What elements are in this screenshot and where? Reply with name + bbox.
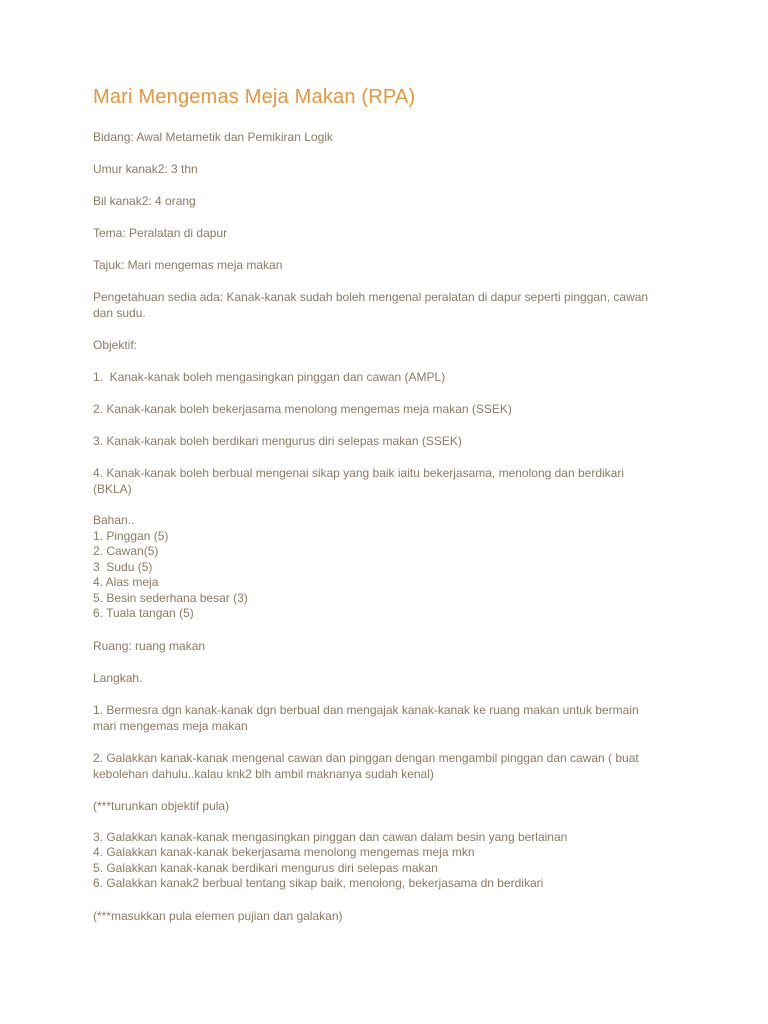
document-body <box>93 129 665 924</box>
paragraph: Bidang: Awal Metametik dan Pemikiran Logik <box>93 130 333 144</box>
paragraph: 1. Bermesra dgn kanak-kanak dgn berbual dan mengajak kanak-kanak ke ruang makan untuk bermain mari mengemas meja makan <box>93 702 643 733</box>
list-block <box>93 513 665 622</box>
list-item: 1. Pinggan (5) <box>93 528 169 543</box>
list-item: 5. Galakkan kanak-kanak berdikari mengurus diri selepas makan <box>93 860 438 875</box>
list-item: 4. Alas meja <box>93 575 159 589</box>
paragraph: 2. Kanak-kanak boleh bekerjasama menolong mengemas meja makan (SSEK) <box>93 402 512 416</box>
list-item: 5. Besin sederhana besar (3) <box>93 590 248 605</box>
list-item: Bahan.. <box>93 513 135 527</box>
list-item: 6. Galakkan kanak2 berbual tentang sikap baik, menolong, bekerjasama dn berdikari <box>93 876 544 890</box>
paragraph: 3. Kanak-kanak boleh berdikari mengurus diri selepas makan (SSEK) <box>93 434 462 448</box>
paragraph: 2. Galakkan kanak-kanak mengenal cawan dan pinggan dengan mengambil pinggan dan cawan ( buat kebolehan dahulu..kalau knk2 blh ambil maknanya sudah kenal) <box>93 750 643 781</box>
list-item: 4. Galakkan kanak-kanak bekerjasama menolong mengemas meja mkn <box>93 845 475 859</box>
document-title: Mari Mengemas Meja Makan (RPA) <box>93 86 416 108</box>
list-item: 3. Galakkan kanak-kanak mengasingkan pinggan dan cawan dalam besin yang berlainan <box>93 829 568 844</box>
paragraph: Tema: Peralatan di dapur <box>93 226 228 240</box>
list-block <box>93 830 665 892</box>
paragraph: Langkah. <box>93 670 143 685</box>
paragraph: 4. Kanak-kanak boleh berbual mengenai sikap yang baik iaitu bekerjasama, menolong dan berdikari (BKLA) <box>93 466 628 496</box>
paragraph: Umur kanak2: 3 thn <box>93 162 198 176</box>
paragraph: Bil kanak2: 4 orang <box>93 194 196 208</box>
paragraph: (***turunkan objektif pula) <box>93 798 230 813</box>
paragraph: 1. Kanak-kanak boleh mengasingkan pinggan dan cawan (AMPL) <box>93 370 446 384</box>
paragraph: Ruang: ruang makan <box>93 638 206 653</box>
list-item: 6. Tuala tangan (5) <box>93 606 194 620</box>
list-item: 3 Sudu (5) <box>93 559 153 574</box>
paragraph: Objektif: <box>93 338 138 352</box>
list-item: 2. Cawan(5) <box>93 544 159 558</box>
paragraph: Tajuk: Mari mengemas meja makan <box>93 258 283 272</box>
paragraph: (***masukkan pula elemen pujian dan galakan) <box>93 908 343 923</box>
paragraph: Pengetahuan sedia ada: Kanak-kanak sudah boleh mengenal peralatan di dapur seperti pinggan, cawan dan sudu. <box>93 290 652 320</box>
